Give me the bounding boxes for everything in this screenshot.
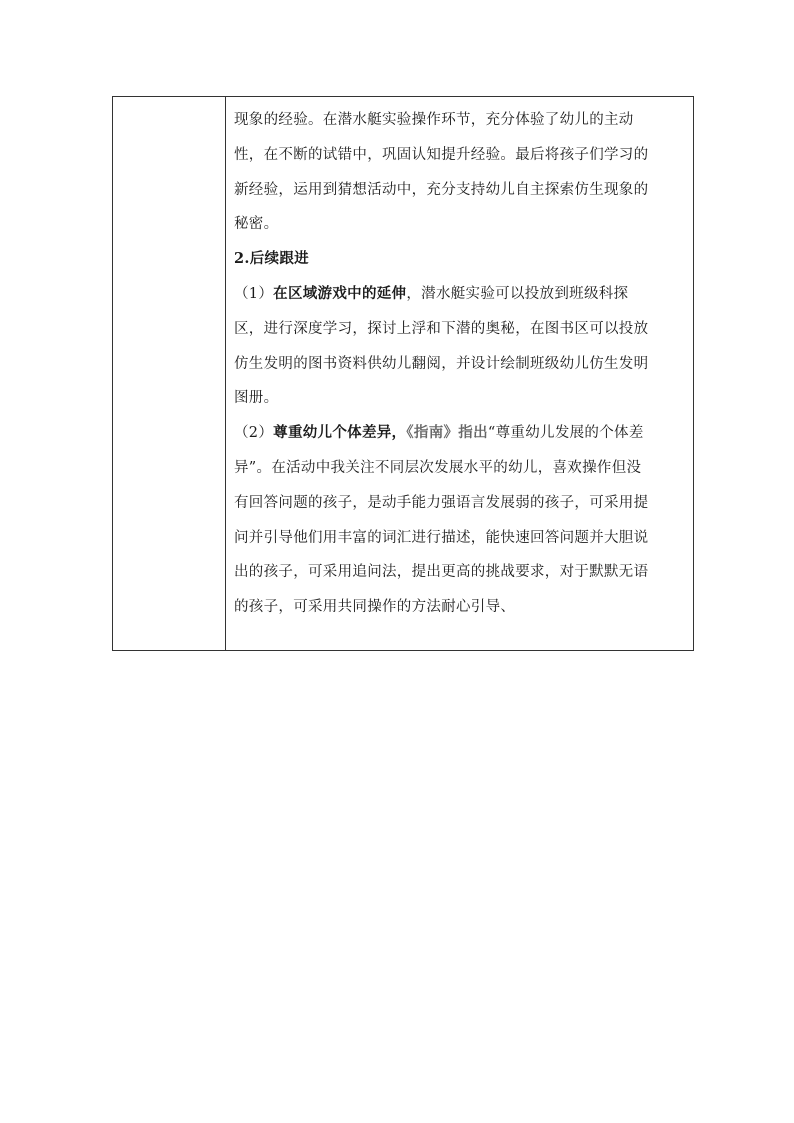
section-heading: 2.后续跟进	[234, 250, 309, 268]
text-line: 出的孩子，可采用追问法，提出更高的挑战要求，对于默默无语	[234, 564, 649, 581]
text-line: 问并引导他们用丰富的词汇进行描述，能快速回答问题并大胆说	[234, 529, 649, 546]
item-1-title: 在区域游戏中的延伸	[273, 284, 407, 302]
item-2-line1-rest: “尊重幼儿发展的个体差	[487, 425, 644, 442]
item-1-first-line	[234, 277, 683, 312]
item-2-comma: ，	[391, 424, 407, 442]
item-1-prefix: （1）	[234, 285, 274, 302]
text-line: 秘密。	[234, 216, 279, 233]
item-2-first-line	[234, 416, 683, 451]
text-line: 仿生发明的图书资料供幼儿翻阅，并设计绘制班级幼儿仿生发明	[234, 355, 649, 372]
text-line: 性，在不断的试错中，巩固认知提升经验。最后将孩子们学习的	[234, 146, 649, 163]
content-table	[112, 96, 694, 651]
item-2-prefix: （2）	[234, 425, 274, 442]
item-2-guide-reference: 《指南》指出	[406, 424, 488, 442]
text-line: 有回答问题的孩子，是动手能力强语言发展弱的孩子，可采用提	[234, 494, 649, 511]
text-line: 图册。	[234, 390, 279, 407]
text-line: 新经验，运用到猜想活动中，充分支持幼儿自主探索仿生现象的	[234, 181, 649, 198]
table-left-cell	[113, 97, 226, 650]
text-line: 现象的经验。在潜水艇实验操作环节，充分体验了幼儿的主动	[234, 112, 634, 128]
text-line: 区，进行深度学习，探讨上浮和下潜的奥秘，在图书区可以投放	[234, 320, 649, 337]
table-right-cell	[226, 97, 693, 650]
item-2-title: 尊重幼儿个体差异	[273, 424, 392, 442]
item-1-line1-rest: ，潜水艇实验可以投放到班级科探	[406, 285, 629, 302]
text-line: 的孩子，可采用共同操作的方法耐心引导、	[234, 599, 516, 616]
text-line: 异”。在活动中我关注不同层次发展水平的幼儿，喜欢操作但没	[234, 459, 642, 476]
